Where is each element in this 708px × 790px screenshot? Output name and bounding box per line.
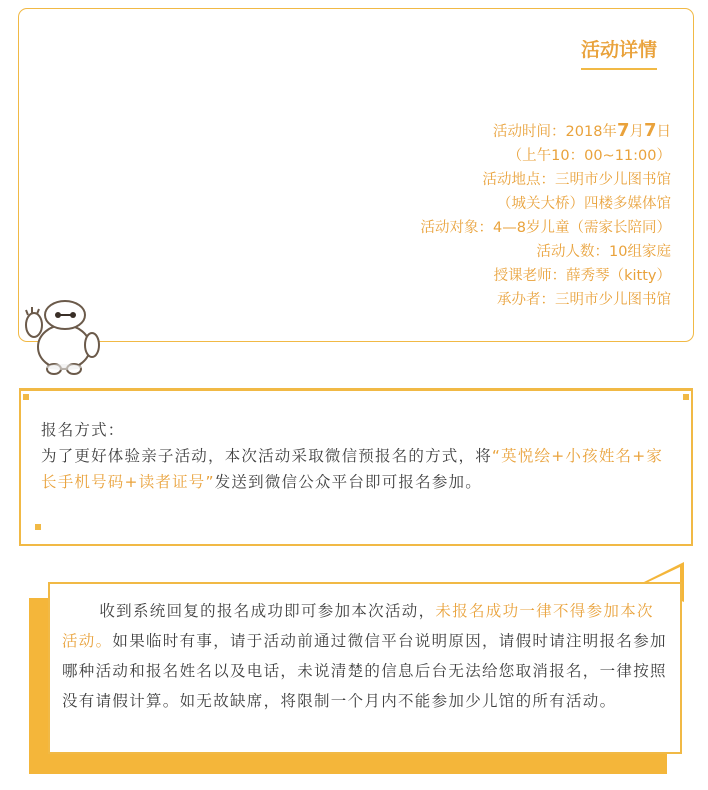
corner-square xyxy=(35,524,41,530)
activity-audience: 活动对象：4—8岁儿童（需家长陪同） xyxy=(420,220,671,236)
registration-body xyxy=(41,443,673,495)
corner-square xyxy=(23,394,29,400)
registration-highlight: “英悦绘+小孩姓名+家长手机号码+读者证号” xyxy=(41,447,664,491)
notice-text-before: 收到系统回复的报名成功即可参加本次活动， xyxy=(99,602,436,620)
activity-details-title: 活动详情 xyxy=(581,35,657,70)
activity-time-prefix: 活动时间：2018年 xyxy=(493,124,617,140)
activity-time-day-unit: 日 xyxy=(656,124,671,140)
registration-text-before: 为了更好体验亲子活动，本次活动采取微信预报名的方式，将 xyxy=(41,447,492,465)
activity-details-card xyxy=(18,8,694,342)
registration-text xyxy=(41,417,673,495)
notice-text-after: 如果临时有事，请于活动前通过微信平台说明原因，请假时请注明报名参加哪种活动和报名姓名以及电话，未说清楚的信息后台无法给您取消报名，一律按照没有请假计算。如无故缺席，将限制一个月内不能参加少儿馆的所有活动。 xyxy=(62,632,667,710)
activity-details-list xyxy=(421,119,671,312)
corner-square xyxy=(683,394,689,400)
activity-location-detail: （城关大桥）四楼多媒体馆 xyxy=(497,196,671,212)
activity-organizer: 承办者：三明市少儿图书馆 xyxy=(497,292,671,308)
notice-card xyxy=(48,582,682,754)
notice-highlight: 未报名成功一律不得参加本次活动。 xyxy=(62,602,654,650)
baymax-waving-icon xyxy=(20,295,102,375)
registration-text-after: 发送到微信公众平台即可报名参加。 xyxy=(214,473,482,491)
activity-headcount: 活动人数：10组家庭 xyxy=(536,244,671,260)
activity-location: 活动地点：三明市少儿图书馆 xyxy=(482,172,671,188)
activity-time-range: （上午10：00~11:00） xyxy=(507,148,671,164)
activity-time-line xyxy=(421,119,671,144)
activity-teacher: 授课老师：薛秀琴（kitty） xyxy=(493,268,671,284)
notice-text xyxy=(62,596,668,716)
activity-time-day: 7 xyxy=(643,120,657,141)
activity-time-month: 7 xyxy=(616,120,630,141)
activity-time-month-unit: 月 xyxy=(629,124,644,140)
registration-card xyxy=(19,388,693,546)
registration-heading: 报名方式： xyxy=(41,421,125,439)
